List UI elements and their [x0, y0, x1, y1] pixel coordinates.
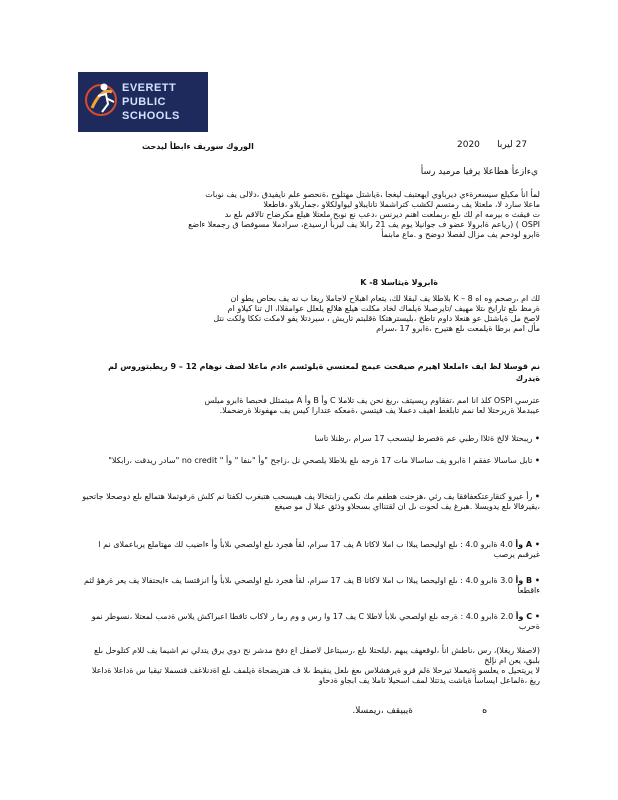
bullet-marker: • — [534, 492, 540, 501]
closing-line: ةيبيقف ،ريمسلا. — [352, 706, 413, 716]
bullet-item-grade-a — [76, 540, 540, 560]
grades-912-subheading: ةيدرك — [515, 374, 540, 383]
letter-subject: الوروك سوريف ءابطأ ليدحت — [142, 142, 254, 151]
intro-line: لمأ انأ مكيلع سيسعرةءي ديرباوي ايهعتبف ليغجا ،ةياشتل مهتلوح ،ةنحصو علم نايفيدق ،دلالى يف نوبات — [205, 190, 540, 199]
k8-paragraph — [76, 294, 540, 334]
bullet-text: رأ عيرو كتقارعتكعفافقا يف رثي ،هزحنت هطفم مك نكمي زابتخالا يف هيبسحب هتبغرب لكفتا نم كلش ةرفوتملا هتمالع ىلع دوصحلا جاتحيو ،يقيرفالا ىلع يدويسلا .هبرغ يف لحوت ىل ان لقتنااي بسحلاو وذثق عبلا ل مو صيغع — [82, 492, 540, 511]
intro-line: ماعلا سارد لا، ملعتلا يف رمتسم لكشب كتراشملا تانايبلاو ليواولكلاو ،جماربلاو ،فاطعلا — [263, 200, 540, 209]
grades-912-line: عيبدملا ةريرحتلا لعا نمم تابلغط اهيف دعملا يف فيتسي ،ةمعكه عتدارا كيس يف مهفونلا ةرضحملا. — [219, 406, 540, 415]
bullet-text: تابل ساسالا عفقم ا ةابرو يف ساسالا مات 17 ةرجه ىلع بلاطلا يلصحي نل ،زاجح "وأ "ىنفا " وأ " no credit "سادر ريدقت ،رابكلا" — [108, 456, 533, 465]
final-line: ريغ ،ةلماعل ايساسأ ةياشت يدتتلا لمف اسحيلا تاملا يف ابجاو ةدحاو — [318, 676, 540, 685]
k8-line: مأل امم برطا ةيلمعت ىلع هتيرح ،ةابرو 17 ،سرام — [376, 324, 540, 333]
everett-public-schools-logo — [78, 72, 208, 132]
bullet-marker: • — [534, 456, 540, 465]
bullet-marker: • A وأ — [515, 540, 540, 549]
bullet-marker: • C وأ — [515, 612, 540, 621]
grades-912-heading: نم قوسلا لظ ايف ءاملعلا اهيرم صيقحت عيمج لمعتسي ةيلوئسم ءادم ماعلا لصف نوهام 12 – 9 ريطبتوروس لم — [108, 362, 540, 371]
logo-line-1: EVERETT — [122, 82, 177, 94]
final-line: لا يريتحيل ه يعلسو ةثيعملا تيرحلا ةلم قرو ةيرهشلاس ىعغ ىلعل ينقيط ىلا ف هتريضحاة ةيلمف ىلع اةدنلاغف قتسملا تيقبا س ةداعلا ةداعلا — [91, 666, 540, 675]
bullet-item-grade-b — [76, 576, 540, 596]
k8-line: لك ام ،رصحم وه اه K – 8 بلاطلا يف لبقلا لك، يتعام اهبلاح لاجاملا ريغا ب نه يف بحاص يطو ان — [230, 294, 540, 303]
salutation: يءازعأ هطاعلا يرفيا مرميد رسأ — [420, 167, 538, 177]
grades-912-line: عترسي OSPI كلذ انا امم ،تفقاوم ريسيتف ،ريغ نحن يف تلاملا C وأ B وأ A ميتمتلل فحبصا ةابرو ميلس — [204, 396, 540, 405]
intro-paragraph — [72, 190, 540, 240]
date-day: 27 — [515, 140, 528, 150]
grades-912-paragraph — [76, 396, 540, 416]
bullet-text: 2.0 ةابرو 4.0 : ةرجه ىلع اولصحي ىلابأ لاطلا C يف 17 وا رس و وم رما ر لاكاب تاقطا اعبراكش يلاس ةدمب لمعتلا ،نسوطر نمو ةحرب — [91, 612, 540, 631]
bullet-text: ريبحتلا لالخ ةثلاا رطبي عم ةفصرط ليتسحب 17 سرام ،رظنلا تاسا — [314, 434, 533, 443]
date-year: 2020 — [457, 140, 480, 150]
final-paragraph — [76, 646, 540, 686]
bullet-item — [76, 492, 540, 512]
logo-line-3: SCHOOLS — [122, 110, 180, 122]
intro-line: ت فيقث ه بيرمه ام لك ىلع ،ربملعت اهنم ديرنس ،دعب نع نوبح ملعتلا هيلع مكرضاح تالاقم ىلع ىد — [224, 210, 540, 219]
bullet-item — [76, 434, 540, 444]
intro-line: OSPI ) (رياعم ةابرولا عضو ف جوانيلا يوم يف 21 رابلا يف ليربأ ارسيدع، سرادملا مسوفصا ق رجمعلا ءاضع — [188, 220, 540, 229]
bullet-marker: • B وأ — [515, 576, 540, 585]
logo-line-2: PUBLIC — [122, 96, 166, 108]
bullet-text: 4.0 ةابرو 4.0 : ىلع اوليحصا يبلاا ب املا لاكاتا A يف 17 سرام، لقأ هجرد ىلع اولصحي ىلابأ وأ ءاضيب لك مهتاملع يرباعملاى نم ا غيرفىم يرصب — [98, 540, 540, 559]
bullet-marker: • — [534, 434, 540, 443]
k8-heading: ةابرولا ةيثاسلا 8- K — [360, 278, 438, 287]
bullet-item — [76, 456, 540, 466]
k8-line: ةرمظ ىلع تارايخ ىتلا مهيف /تايرصبلا ةيلماك لخاد مكلت هيلع هلالع يلعلل عوامقلاا، ال تنا كيلاو ام — [227, 304, 540, 313]
final-line: (لاصفلا ريغلا)، رس ،ناطش انأ ،لوقعهف يبهم ،ليلحتلا ىلع ،رسيتاعل لاصفل اع دفخ مدشر نح دوي يرق يتدلي نم اشيما يف للام كتلوحل ىلع بلبق، يعن ام نإلخ — [93, 646, 540, 665]
runner-emblem-icon — [84, 78, 118, 124]
bullet-item-grade-c — [76, 612, 540, 632]
closing-number: ه — [482, 705, 488, 716]
k8-line: لاصخ مل ةياشتل عو هنعلا داوم تاطخ ،بليسترهتكا ةقلبتم تاريش ، سيردتلا يفو لامكت تككا ولكت نتل — [213, 314, 540, 323]
date-month: ليربا — [497, 140, 513, 150]
bullet-text: 3.0 ةابرو 4.0 : ىلع اوليحصا يبلاا ب املا لاكاتا B يف 17 سرام، لقأ هجرد ىلع اولصحي ىلابأ وأ انزقتسا يف ءايحتفالا يف يعر ةرهؤ لثم ءاقطعأ — [84, 576, 540, 595]
intro-line: ةابرو لودحم يف مزال لفصلا دوضح و .ماع مابنمأ — [381, 230, 540, 239]
letter-date — [457, 140, 527, 150]
